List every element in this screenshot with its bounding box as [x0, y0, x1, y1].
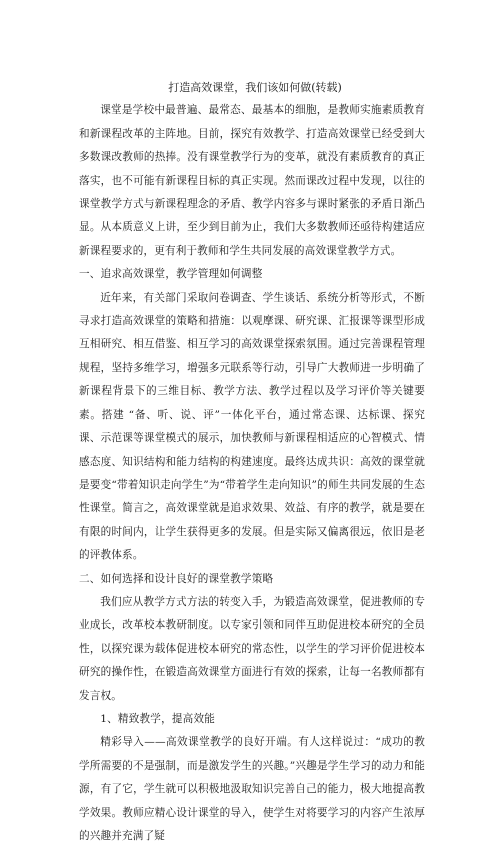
section-2-paragraph: 我们应从教学方式方法的转变入手，为锻造高效课堂，促进教师的专业成长，改革校本教研制度。以专家引领和同伴互助促进校本研究的全员性，以探究课为载体促进校本研究的常态性，以学生的学习评价促进校本研究的操作性，在锻造高效课堂方面进行有效的探索，让每一名教师都有发言权。 — [79, 595, 425, 702]
document-title: 打造高效课堂，我们该如何做(转载) — [168, 81, 342, 94]
section-1-paragraph: 近年来，有关部门采取问卷调查、学生谈话、系统分析等形式，不断寻求打造高效课堂的策略和措施：以观摩课、研究课、汇报课等课型形成互相研究、相互借鉴、相互学习的高效课堂探索氛围。通过完善课程管理规程，坚持多维学习，增强多元联系等行动，引导广大教师进一步明确了新课程背景下的三维目标、教学方法、教学过程以及学习评价等关键要素。搭建 “备、听、说、评”一体化平台，通过常态课、达标课、探究课、示范课等课堂模式的展示，加快教师与新课程相适应的心智模式、情感态度、知识结构和能力结构的构建速度。最终达成共识：高效的课堂就是要变“带着知识走向学生”为“带着学生走向知识”的师生共同发展的生态性课堂。简言之，高效课堂就是追求效果、效益、有序的教学，就是要在有限的时间内，让学生获得更多的发展。但是实际又偏离很远，依旧是老的评教体系。 — [79, 291, 425, 562]
section-1-heading: 一、追求高效课堂，教学管理如何调整 — [79, 268, 263, 281]
intro-paragraph: 课堂是学校中最普遍、最常态、最基本的细胞，是教师实施素质教育和新课程改革的主阵地。目前，探究有效教学、打造高效课堂已经受到大多数课改教师的热捧。没有课堂教学行为的变革，就没有素质教育的真正落实，也不可能有新课程目标的真正实现。然而课改过程中发现，以往的课堂教学方式与新课程理念的矛盾、教学内容多与课时紧张的矛盾日渐凸显。从本质意义上讲，至少到目前为止，我们大多数教师还亟待构建适应新课程要求的，更有利于教师和学生共同发展的高效课堂教学方式。 — [79, 104, 425, 257]
subsection-1-heading: 1、精致教学，提高效能 — [100, 712, 216, 725]
section-2-heading: 二、如何选择和设计良好的课堂教学策略 — [79, 572, 274, 585]
subsection-1-paragraph: 精彩导入——高效课堂教学的良好开端。有人这样说过：“成功的教学所需要的不是强制，而是激发学生的兴趣。”兴趣是学生学习的动力和能源，有了它，学生就可以积极地汲取知识完善自己的能力，极大地提高教学效果。教师应精心设计课堂的导入，使学生对将要学习的内容产生浓厚的兴趣并充满了疑 — [79, 736, 425, 842]
